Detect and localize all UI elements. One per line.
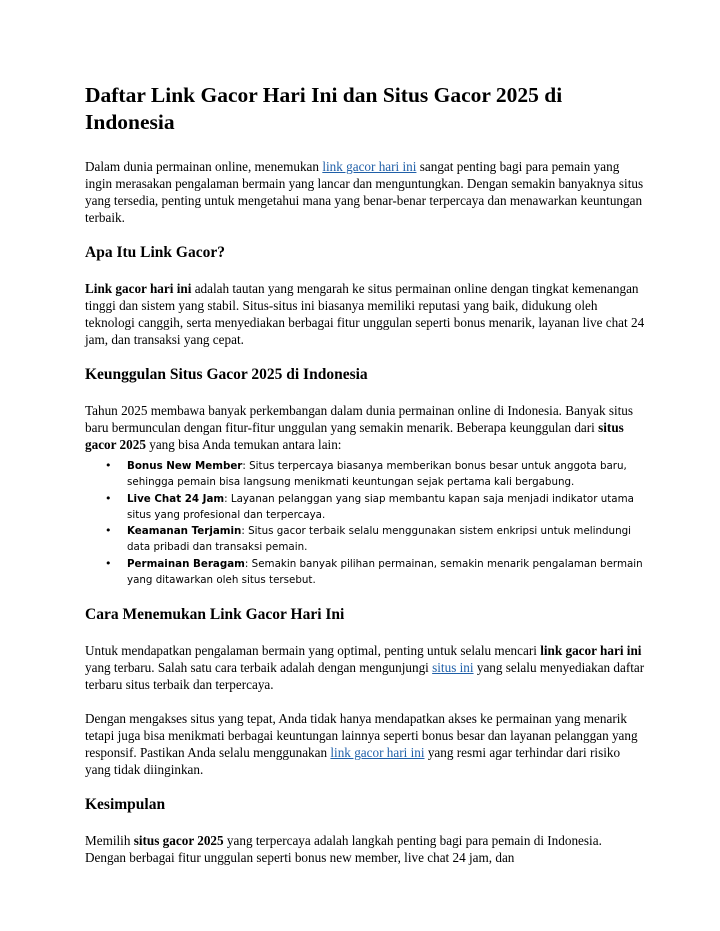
section-heading-kesimpulan: Kesimpulan: [85, 796, 166, 814]
list-item-label: Bonus New Member: [127, 460, 243, 472]
paragraph-text-2: yang terbaru. Salah satu cara terbaik adalah dengan mengunjungi: [85, 660, 433, 676]
paragraph-text-2: yang resmi agar terhindar dari risiko yang tidak diinginkan.: [85, 745, 621, 778]
list-item: [105, 491, 645, 524]
paragraph-text-3: yang selalu menyediakan daftar terbaru situs terbaik dan terpercaya.: [85, 660, 645, 693]
list-item-text: : Layanan pelanggan yang siap membantu kapan saja menjadi indikator utama situs yang profesional dan terpercaya.: [127, 492, 634, 521]
paragraph-text-1: Untuk mendapatkan pengalaman bermain yang optimal, penting untuk selalu mencari: [85, 643, 541, 659]
situs-ini-link[interactable]: situs ini: [432, 660, 474, 676]
paragraph-text-1: Memilih: [85, 833, 134, 849]
section-heading-apa-itu: Apa Itu Link Gacor?: [85, 244, 225, 261]
bullet-icon: •: [105, 556, 112, 570]
paragraph-text-2: yang terpercaya adalah langkah penting bagi para pemain di Indonesia. Dengan berbagai fitur unggulan seperti bonus new member, live chat 24 jam, dan: [85, 833, 602, 866]
paragraph-text: adalah tautan yang mengarah ke situs permainan online dengan tingkat kemenangan tinggi dan sistem yang stabil. Situs-situs ini biasanya memiliki reputasi yang baik, didukung oleh teknologi canggih, serta menyediakan berbagai fitur unggulan seperti bonus menarik, layanan live chat 24 jam, dan transaksi yang cepat.: [85, 281, 645, 347]
bullet-icon: •: [105, 491, 112, 505]
bullet-icon: •: [105, 524, 112, 538]
bullet-icon: •: [105, 459, 112, 472]
intro-paragraph: [85, 158, 645, 226]
paragraph-text-2: yang bisa Anda temukan antara lain:: [145, 437, 342, 452]
list-item: [105, 556, 645, 589]
list-item-text: : Semakin banyak pilihan permainan, semakin menarik pengalaman bermain yang ditawarkan oleh situs tersebut.: [127, 557, 643, 587]
list-item-label: Live Chat 24 Jam: [127, 492, 225, 505]
section-heading-keunggulan: Keunggulan Situs Gacor 2025 di Indonesia: [85, 366, 368, 383]
paragraph-text-1: Dengan mengakses situs yang tepat, Anda tidak hanya mendapatkan akses ke permainan yang menarik tetapi juga bisa menikmati berbagai keuntungan lainnya seperti bonus besar dan layanan pelanggan yang responsif. Pastikan Anda selalu menggunakan: [85, 711, 638, 761]
list-item-text: : Situs gacor terbaik selalu menggunakan sistem enkripsi untuk melindungi data pribadi dan transaksi pemain.: [127, 525, 632, 554]
intro-text-1: Dalam dunia permainan online, menemukan: [85, 159, 323, 174]
list-item: [105, 458, 645, 491]
list-item-label: Keamanan Terjamin: [127, 525, 242, 538]
bold-term: link gacor hari ini: [540, 643, 642, 659]
intro-text-2: sangat penting bagi para pemain yang ingin merasakan pengalaman bermain yang lancar dan menguntungkan. Dengan semakin banyaknya situs yang tersedia, penting untuk mengetahui mana yang benar-benar terpercaya dan menawarkan keuntungan terbaik.: [85, 159, 644, 225]
section-keunggulan-paragraph: [85, 402, 645, 453]
bold-term: Link gacor hari ini: [85, 281, 192, 296]
list-item-text: : Situs terpercaya biasanya memberikan bonus besar untuk anggota baru, sehingga pemain bisa langsung menikmati keuntungan sejak pertama kali bergabung.: [127, 460, 627, 489]
section-kesimpulan-paragraph: [85, 832, 645, 866]
link-gacor-hari-ini-link[interactable]: link gacor hari ini: [322, 159, 417, 174]
bold-term: situs gacor 2025: [133, 833, 224, 849]
section-cara-paragraph-1: [85, 642, 645, 693]
page-title: Daftar Link Gacor Hari Ini dan Situs Gacor 2025 di Indonesia: [85, 83, 563, 134]
list-item: [105, 523, 645, 556]
section-cara-paragraph-2: [85, 710, 645, 778]
section-heading-cara-menemukan: Cara Menemukan Link Gacor Hari Ini: [85, 606, 345, 624]
link-gacor-hari-ini-link[interactable]: link gacor hari ini: [330, 745, 425, 761]
section-apa-itu-paragraph: [85, 280, 645, 348]
list-item-label: Permainan Beragam: [127, 557, 245, 570]
bold-term: situs gacor 2025: [85, 420, 624, 452]
paragraph-text-1: Tahun 2025 membawa banyak perkembangan dalam dunia permainan online di Indonesia. Banyak situs baru bermunculan dengan fitur-fitur unggulan yang semakin menarik. Beberapa keunggulan dari: [85, 403, 634, 435]
feature-list: [85, 458, 645, 588]
article-body: [85, 82, 645, 883]
